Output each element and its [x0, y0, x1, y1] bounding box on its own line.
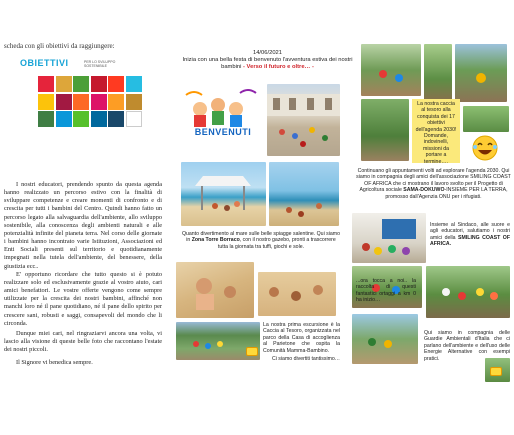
sdg-goal-tile — [108, 94, 124, 110]
sand-kids-photo — [258, 272, 336, 316]
caption-agenda — [356, 168, 511, 200]
intro-header — [180, 50, 355, 71]
presentation-photo — [352, 213, 426, 263]
sdg-goal-tile — [56, 76, 72, 92]
caption-agenda-project: SAMA-DOKUWO — [403, 187, 445, 194]
paragraph-educators: I nostri educatori, prendendo spunto da questa agenda hanno realizzato un percorso estivo con la finalità di sviluppare competenze e creare momenti di confronto e di crescita per tutti i bambini del Centro. Quindi hanno fatto un percorso legato alla salvaguardia dell'ambiente, allo sviluppo sostenibile, alla conoscenza degli ambienti naturali e alle potenzialità infinite del pianeta terra. Nel corso delle giornate i bambini hanno incontrato varie Istituzioni, Associazioni ed Enti Sociali presenti sul territorio e quotidianamente impegnati nella tutela dell'ambiente, del benessere, della giustizia ecc.. — [4, 181, 162, 270]
sdg-goal-tile — [108, 111, 124, 127]
note-treasure-hunt: La nostra caccia al tesoro alla conquista dei 17 obiettivi dell'agenda 2030! Domande, indovinelli, missioni da portare a termine…. — [412, 99, 460, 163]
sdg-goal-tile — [91, 94, 107, 110]
caption-agenda-text-end: -INSIEME PER LA TERRA, promosso dall'Agenzia ONU per i rifugiati. — [385, 187, 508, 200]
courtyard-photo — [267, 84, 340, 156]
sdg-goal-tile — [91, 111, 107, 127]
sand-play-photo — [176, 262, 254, 318]
treasure-hunt-photo-1 — [361, 44, 421, 96]
benvenuti-logo — [184, 87, 260, 145]
sdg-goal-tile — [56, 94, 72, 110]
intro-highlight: - Verso il futuro e oltre… - — [241, 64, 314, 70]
sdg-tile-grid — [20, 72, 170, 146]
caption-sea-text: Quanto divertimento al mare sulle belle spiagge salentine. Qui siamo in — [181, 231, 341, 244]
treasure-hunt-photo-4 — [361, 99, 409, 161]
caption-sea-location: Zona Torre Borraco — [191, 237, 240, 244]
badge-icon — [490, 367, 502, 376]
caption-mayor-text: Insieme al Sindaco, alle suore e agli educatori, salutiamo i nostri amici della — [430, 222, 510, 241]
intro-line: scheda con gli obiettivi da raggiungere: — [4, 42, 115, 50]
sdg-goal-tile — [126, 94, 142, 110]
sdg-goal-tile — [38, 94, 54, 110]
guards-photo-1 — [352, 314, 418, 364]
caption-excursion-text: La nostra prima escursione è la Caccia al Tesoro, organizzata nel parco della Casa di accoglienza al Parietone che ospita la Comunità Mamma-Bambino. — [263, 322, 340, 354]
caption-excursion-ending: Ci siamo divertiti tantissimo… — [271, 356, 340, 363]
paragraph-blessing: Il Signore vi benedica sempre. — [16, 359, 93, 367]
sdg-goal-tile — [73, 94, 89, 110]
paragraph-benefactors: E' opportuno ricordare che tutto questo si è potuto realizzare solo ed esclusivamente grazie al vostro aiuto, cari amici benefattori. Le vostre offerte vengono come sempre utilizzate per la crescita dei nostri bambini, affinché non manchi loro né il pane quotidiano, né il pane dello spirito per crescere sani, robusti e saggi, consapevoli del mondo che li circonda. — [4, 270, 162, 327]
sdg-goal-tile — [38, 111, 54, 127]
beach-photo-right — [269, 162, 339, 226]
caption-mayor-association: SMILING COAST OF AFRICA. — [430, 234, 510, 248]
treasure-hunt-photo-2 — [424, 44, 452, 102]
sdg-goal-tile — [56, 111, 72, 127]
paragraph-thanks: Dunque miei cari, nel ringraziarvi ancora una volta, vi lascio alla visione di queste belle foto che raccontano l'estate dei nostri piccoli. — [4, 329, 162, 354]
benvenuti-text: BENVENUTI — [194, 127, 252, 137]
sdg-goal-tile — [126, 111, 142, 127]
sdg-goal-tile — [126, 76, 142, 92]
garden-photo-2 — [426, 266, 510, 318]
intro-text: Inizia con una bella festa di benvenuto l'avventura estiva dei nostri bambini — [182, 57, 353, 70]
sdg-title: OBIETTIVI — [20, 58, 69, 68]
beach-photo-left — [181, 162, 266, 226]
caption-mayor — [430, 222, 510, 248]
sdg-goal-tile — [91, 76, 107, 92]
sdg-goal-tile — [108, 76, 124, 92]
caption-agenda-text: Continuano gli appuntamenti volti ad esplorare l'agenda 2030. Qui siamo in compagnia degli amici dell'associazione SMILING COAST OF AFRICA che ci mostrano il lavoro svolto per il Progetto di Agricoltura sociale — [356, 168, 511, 194]
sdg-goals-graphic — [20, 58, 170, 146]
sdg-goal-tile — [73, 111, 89, 127]
caption-guards: Qui siamo in compagnia delle Guardie Ambientali d'Italia che ci parlano dell'ambiente e dell'uso delle Energie Alternative con esempi pratici. — [424, 330, 510, 362]
date-label: 14/06/2021 — [252, 50, 282, 56]
treasure-hunt-photo-5 — [463, 106, 509, 132]
treasure-hunt-photo-3 — [455, 44, 507, 102]
badge-icon — [246, 347, 258, 356]
caption-excursion — [263, 322, 340, 362]
caption-garden: ...ora tocca a noi.. la raccolta di questi fantastici ortaggi a km 0 ha inizio… — [356, 278, 416, 304]
sdg-goal-tile — [73, 76, 89, 92]
caption-sea-text-end: , con il nostro gazebo, pronti a trascorrere tutta la giornata tra tuffi, giochi e sole. — [217, 237, 336, 250]
sdg-subtitle: PER LO SVILUPPO SOSTENIBILE — [84, 60, 116, 68]
sdg-goal-tile — [38, 76, 54, 92]
main-letter-text — [4, 181, 162, 367]
caption-sea — [181, 231, 341, 250]
laughing-emoji-icon — [470, 134, 500, 162]
